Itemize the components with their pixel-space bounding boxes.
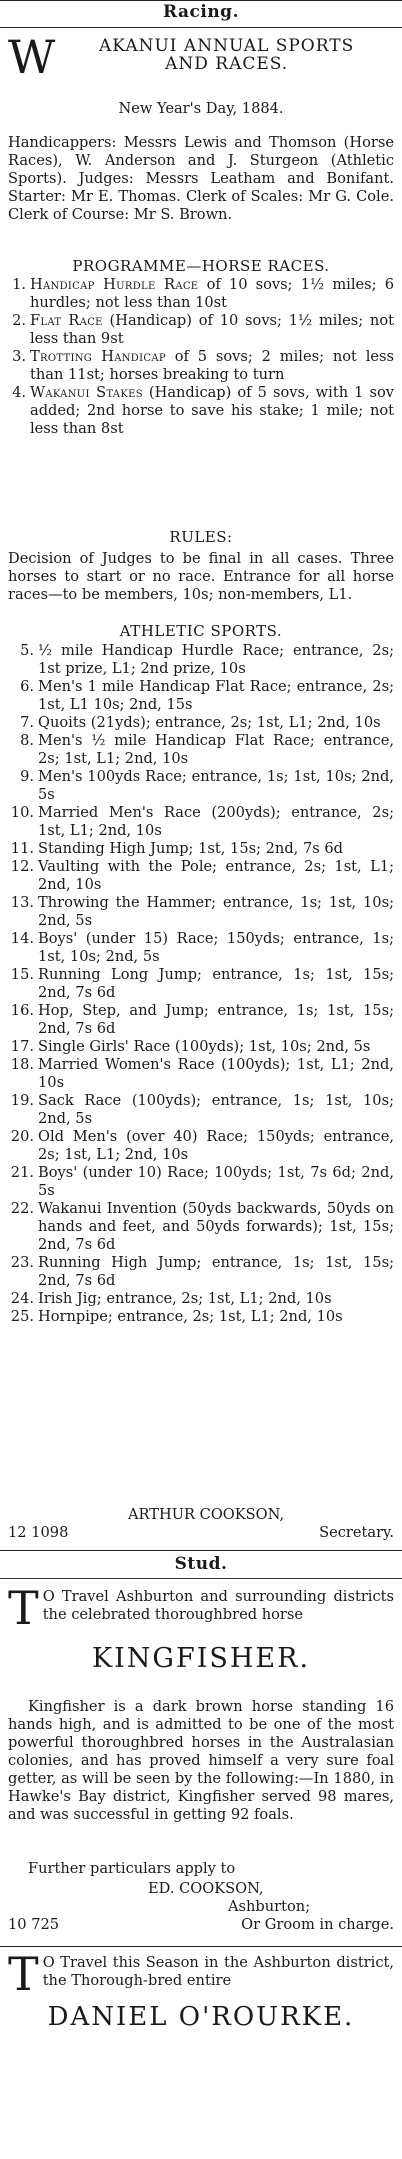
athletic-event-item xyxy=(8,678,394,714)
event-number: 18. xyxy=(10,1056,34,1073)
athletic-event-item xyxy=(8,1056,394,1092)
kingfisher-intro xyxy=(8,1581,394,1635)
ad-reference: 12 1098 xyxy=(8,1524,69,1541)
event-details: Boys' (under 15) Race; 150yds; entrance, 1s; 1st, 10s; 2nd, 5s xyxy=(38,930,394,965)
horse-races-list xyxy=(8,276,394,438)
stud-top-rule xyxy=(0,1550,402,1551)
athletic-event-item xyxy=(8,1200,394,1254)
horse-race-name: Flat Race xyxy=(30,312,103,329)
athletic-event-item xyxy=(8,966,394,1002)
event-details: Married Men's Race (200yds); entrance, 2s; 1st, L1; 2nd, 10s xyxy=(38,804,394,839)
event-number: 14. xyxy=(10,930,34,947)
event-number: 7. xyxy=(20,714,34,731)
second-ad-rule xyxy=(0,1946,402,1947)
rules-heading: RULES: xyxy=(169,528,233,546)
event-details: Men's ½ mile Handicap Flat Race; entrance, 2s; 1st, L1; 2nd, 10s xyxy=(38,732,394,767)
athletic-event-item xyxy=(8,858,394,894)
event-number: 8. xyxy=(20,732,34,749)
horse-race-number: 3. xyxy=(12,348,26,365)
daniel-name: DANIEL O'ROURKE. xyxy=(47,2002,355,2032)
kingfisher-dropcap: T xyxy=(8,1581,39,1635)
event-number: 6. xyxy=(20,678,34,695)
event-number: 11. xyxy=(10,840,34,857)
event-details: Married Women's Race (100yds); 1st, L1; 2nd, 10s xyxy=(38,1056,394,1091)
horse-race-details: (Handicap) of 10 sovs; 1½ miles; not less than 9st xyxy=(30,312,394,347)
contact-alternative: Or Groom in charge. xyxy=(241,1916,394,1933)
wakanui-title-line2: AND RACES. xyxy=(165,54,289,74)
racing-section-title: Racing. xyxy=(162,2,239,22)
event-number: 20. xyxy=(10,1128,34,1145)
event-date: New Year's Day, 1884. xyxy=(118,100,284,117)
athletic-event-item xyxy=(8,1254,394,1290)
daniel-dropcap: T xyxy=(8,1947,39,2001)
kingfisher-name: KINGFISHER. xyxy=(91,1643,311,1674)
event-number: 25. xyxy=(10,1308,34,1325)
event-number: 5. xyxy=(20,642,34,659)
further-particulars: Further particulars apply to xyxy=(28,1860,236,1877)
horse-race-details: (Handicap) of 5 sovs, with 1 sov added; 2nd horse to save his stake; 1 mile; not less than 8st xyxy=(30,384,394,437)
horse-race-item xyxy=(8,348,394,384)
event-details: Old Men's (over 40) Race; 150yds; entrance, 2s; 1st, L1; 2nd, 10s xyxy=(38,1128,394,1163)
athletic-event-item xyxy=(8,1128,394,1164)
event-number: 24. xyxy=(10,1290,34,1307)
wakanui-title xyxy=(8,30,394,84)
horse-race-number: 1. xyxy=(12,276,26,293)
event-number: 17. xyxy=(10,1038,34,1055)
event-details: Wakanui Invention (50yds backwards, 50yds on hands and feet, and 50yds forwards); 1st, 15s; 2nd, 7s 6d xyxy=(38,1200,394,1253)
kingfisher-description: Kingfisher is a dark brown horse standing 16 hands high, and is admitted to be one of the most powerful thoroughbred horses in the Australasian colonies, and has proved himself a very sure foal getter, as will be seen by the following:—In 1880, in Hawke's Bay district, Kingfisher served 98 mares, and was successful in getting 92 foals. xyxy=(8,1698,394,1823)
event-details: Vaulting with the Pole; entrance, 2s; 1st, L1; 2nd, 10s xyxy=(38,858,394,893)
athletic-event-item xyxy=(8,1290,394,1308)
horse-race-name: Wakanui Stakes xyxy=(30,384,143,401)
athletic-events-list xyxy=(8,642,394,1326)
event-details: ½ mile Handicap Hurdle Race; entrance, 2s; 1st prize, L1; 2nd prize, 10s xyxy=(38,642,394,677)
athletic-event-item xyxy=(8,804,394,840)
horse-race-item xyxy=(8,312,394,348)
event-number: 16. xyxy=(10,1002,34,1019)
wakanui-title-line1: AKANUI ANNUAL SPORTS xyxy=(99,36,355,56)
contact-place: Ashburton; xyxy=(228,1898,311,1915)
event-details: Sack Race (100yds); entrance, 1s; 1st, 10s; 2nd, 5s xyxy=(38,1092,394,1127)
contact-footer xyxy=(8,1916,394,1934)
stud-title-rule xyxy=(0,1578,402,1579)
horse-race-name: Handicap Hurdle Race xyxy=(30,276,199,293)
event-number: 12. xyxy=(10,858,34,875)
event-details: Running High Jump; entrance, 1s; 1st, 15s; 2nd, 7s 6d xyxy=(38,1254,394,1289)
daniel-intro xyxy=(8,1947,394,2001)
athletic-event-item xyxy=(8,840,394,858)
event-number: 9. xyxy=(20,768,34,785)
stud-reference: 10 725 xyxy=(8,1916,60,1933)
horse-race-details: of 5 sovs; 2 miles; not less than 11st; horses breaking to turn xyxy=(30,348,394,383)
officials-paragraph: Handicappers: Messrs Lewis and Thomson (Horse Races), W. Anderson and J. Sturgeon (Athletic Sports). Judges: Messrs Leatham and Bonifant. Starter: Mr E. Thomas. Clerk of Scales: Mr G. Cole. Clerk of Course: Mr S. Brown. xyxy=(8,134,394,223)
event-details: Hornpipe; entrance, 2s; 1st, L1; 2nd, 10s xyxy=(38,1308,343,1325)
racing-title-rule xyxy=(0,27,402,28)
athletic-event-item xyxy=(8,894,394,930)
event-number: 19. xyxy=(10,1092,34,1109)
event-details: Irish Jig; entrance, 2s; 1st, L1; 2nd, 10s xyxy=(38,1290,332,1307)
top-rule xyxy=(0,0,402,1)
event-details: Men's 1 mile Handicap Flat Race; entrance, 2s; 1st, L1 10s; 2nd, 15s xyxy=(38,678,394,713)
athletic-event-item xyxy=(8,1164,394,1200)
event-details: Throwing the Hammer; entrance, 1s; 1st, 10s; 2nd, 5s xyxy=(38,894,394,929)
horse-race-item xyxy=(8,276,394,312)
event-details: Boys' (under 10) Race; 100yds; 1st, 7s 6d; 2nd, 5s xyxy=(38,1164,394,1199)
athletic-event-item xyxy=(8,642,394,678)
stud-section-title: Stud. xyxy=(174,1554,228,1574)
horse-race-name: Trotting Handicap xyxy=(30,348,166,365)
athletic-event-item xyxy=(8,1308,394,1326)
horse-race-details: of 10 sovs; 1½ miles; 6 hurdles; not less than 10st xyxy=(30,276,394,311)
athletic-event-item xyxy=(8,1002,394,1038)
horse-race-number: 2. xyxy=(12,312,26,329)
signatory-name: ARTHUR COOKSON, xyxy=(128,1506,285,1523)
athletic-event-item xyxy=(8,930,394,966)
event-number: 22. xyxy=(10,1200,34,1217)
signature-footer xyxy=(8,1524,394,1542)
contact-name: ED. COOKSON, xyxy=(148,1880,264,1897)
athletic-event-item xyxy=(8,714,394,732)
event-details: Single Girls' Race (100yds); 1st, 10s; 2nd, 5s xyxy=(38,1038,371,1055)
event-details: Quoits (21yds); entrance, 2s; 1st, L1; 2nd, 10s xyxy=(38,714,381,731)
programme-heading: PROGRAMME—HORSE RACES. xyxy=(72,257,330,275)
athletic-event-item xyxy=(8,768,394,804)
wakanui-dropcap: W xyxy=(8,30,56,84)
athletic-event-item xyxy=(8,732,394,768)
athletic-heading: ATHLETIC SPORTS. xyxy=(119,622,283,640)
event-details: Standing High Jump; 1st, 15s; 2nd, 7s 6d xyxy=(38,840,343,857)
contact-block xyxy=(8,1880,394,1934)
event-details: Running Long Jump; entrance, 1s; 1st, 15s; 2nd, 7s 6d xyxy=(38,966,394,1001)
signature-block xyxy=(8,1506,394,1542)
event-number: 15. xyxy=(10,966,34,983)
event-number: 13. xyxy=(10,894,34,911)
event-number: 23. xyxy=(10,1254,34,1271)
kingfisher-intro-text: O Travel Ashburton and surrounding districts the celebrated thoroughbred horse xyxy=(42,1588,394,1623)
event-number: 21. xyxy=(10,1164,34,1181)
athletic-event-item xyxy=(8,1038,394,1056)
event-details: Hop, Step, and Jump; entrance, 1s; 1st, 15s; 2nd, 7s 6d xyxy=(38,1002,394,1037)
rules-paragraph: Decision of Judges to be final in all cases. Three horses to start or no race. Entrance for all horse races—to be members, 10s; non-members, L1. xyxy=(8,550,394,603)
horse-race-number: 4. xyxy=(12,384,26,401)
signatory-role: Secretary. xyxy=(319,1524,394,1541)
event-details: Men's 100yds Race; entrance, 1s; 1st, 10s; 2nd, 5s xyxy=(38,768,394,803)
daniel-intro-text: O Travel this Season in the Ashburton district, the Thorough-bred entire xyxy=(42,1954,394,1989)
horse-race-item xyxy=(8,384,394,438)
event-number: 10. xyxy=(10,804,34,821)
athletic-event-item xyxy=(8,1092,394,1128)
